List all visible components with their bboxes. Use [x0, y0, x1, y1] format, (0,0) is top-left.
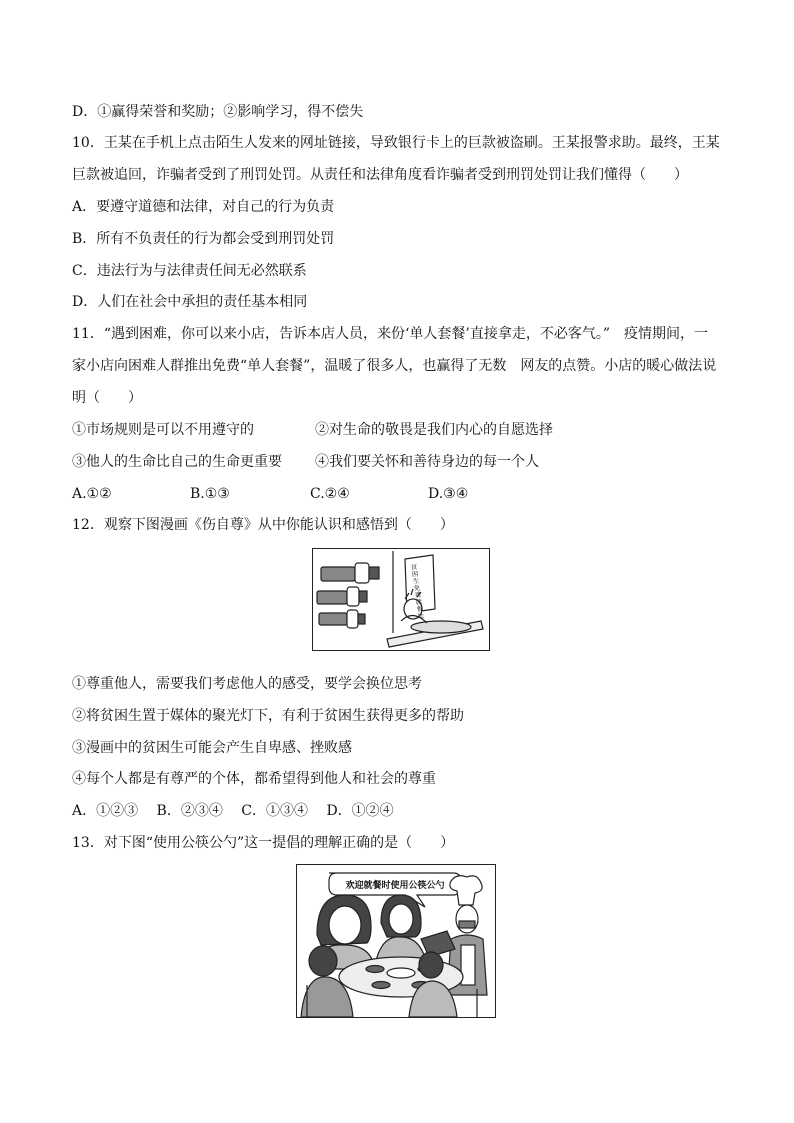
q10-option-c: C．违法行为与法律责任间无必然联系	[72, 263, 307, 279]
q11-statement-2: ②对生命的敬畏是我们内心的自愿选择	[315, 422, 553, 438]
q10-stem-line-2: 巨款被追回，诈骗者受到了刑罚处罚。从责任和法律角度看诈骗者受到刑罚处罚让我们懂得（ ）	[72, 167, 688, 183]
q11-option-d: D.③④	[428, 486, 469, 502]
cartoon-hurt-self-esteem-drawing	[313, 549, 489, 650]
q13-stem: 13．对下图“使用公筷公勺”这一提倡的理解正确的是（ ）	[72, 835, 455, 851]
q10-option-a: A．要遵守道德和法律，对自己的行为负责	[72, 199, 335, 215]
q12-statement-3: ③漫画中的贫困生可能会产生自卑感、挫败感	[72, 740, 352, 756]
q11-option-c: C.②④	[310, 486, 350, 502]
cartoon-public-chopsticks-drawing	[297, 865, 495, 1017]
q10-option-b: B．所有不负责任的行为都会受到刑罚处罚	[72, 231, 335, 247]
q11-stem-line-3: 明（ ）	[72, 390, 142, 406]
cartoon-speech-bubble-text: 欢迎就餐时使用公筷公勺	[345, 881, 445, 891]
q11-option-a: A.①②	[72, 486, 112, 502]
q9-option-d: D．①赢得荣誉和奖励；②影响学习，得不偿失	[72, 104, 364, 120]
q12-stem: 12．观察下图漫画《伤自尊》从中你能认识和感悟到（ ）	[72, 517, 454, 533]
q11-stem-line-1: 11．“遇到困难，你可以来小店，告诉本店人员，来份‘单人套餐’直接拿走，不必客气。” 疫情期间，一	[72, 326, 709, 342]
q11-statement-1: ①市场规则是可以不用遵守的	[72, 422, 254, 438]
q12-statement-1: ①尊重他人，需要我们考虑他人的感受，要学会换位思考	[72, 676, 422, 692]
cartoon-hurt-self-esteem	[312, 548, 490, 651]
cartoon-public-chopsticks	[296, 864, 496, 1018]
q11-statement-4: ④我们要关怀和善待身边的每一个人	[315, 454, 539, 470]
q10-stem-line-1: 10．王某在手机上点击陌生人发来的网址链接，导致银行卡上的巨款被盗刷。王某报警求助。最终，王某	[72, 135, 720, 151]
q12-statement-4: ④每个人都是有尊严的个体，都希望得到他人和社会的尊重	[72, 771, 436, 787]
q12-options: A．①②③ B．②③④ C．①③④ D．①②④	[72, 803, 394, 819]
q11-stem-line-2: 家小店向困难人群推出免费“单人套餐”，温暖了很多人，也赢得了无数 网友的点赞。小店的暖心做法说	[72, 358, 717, 374]
q10-option-d: D．人们在社会中承担的责任基本相同	[72, 294, 308, 310]
q11-statement-3: ③他人的生命比自己的生命更重要	[72, 454, 282, 470]
cartoon-sign-text: 贫困生免费就餐处	[409, 563, 425, 620]
q12-statement-2: ②将贫困生置于媒体的聚光灯下，有利于贫困生获得更多的帮助	[72, 708, 464, 724]
q11-option-b: B.①③	[190, 486, 230, 502]
